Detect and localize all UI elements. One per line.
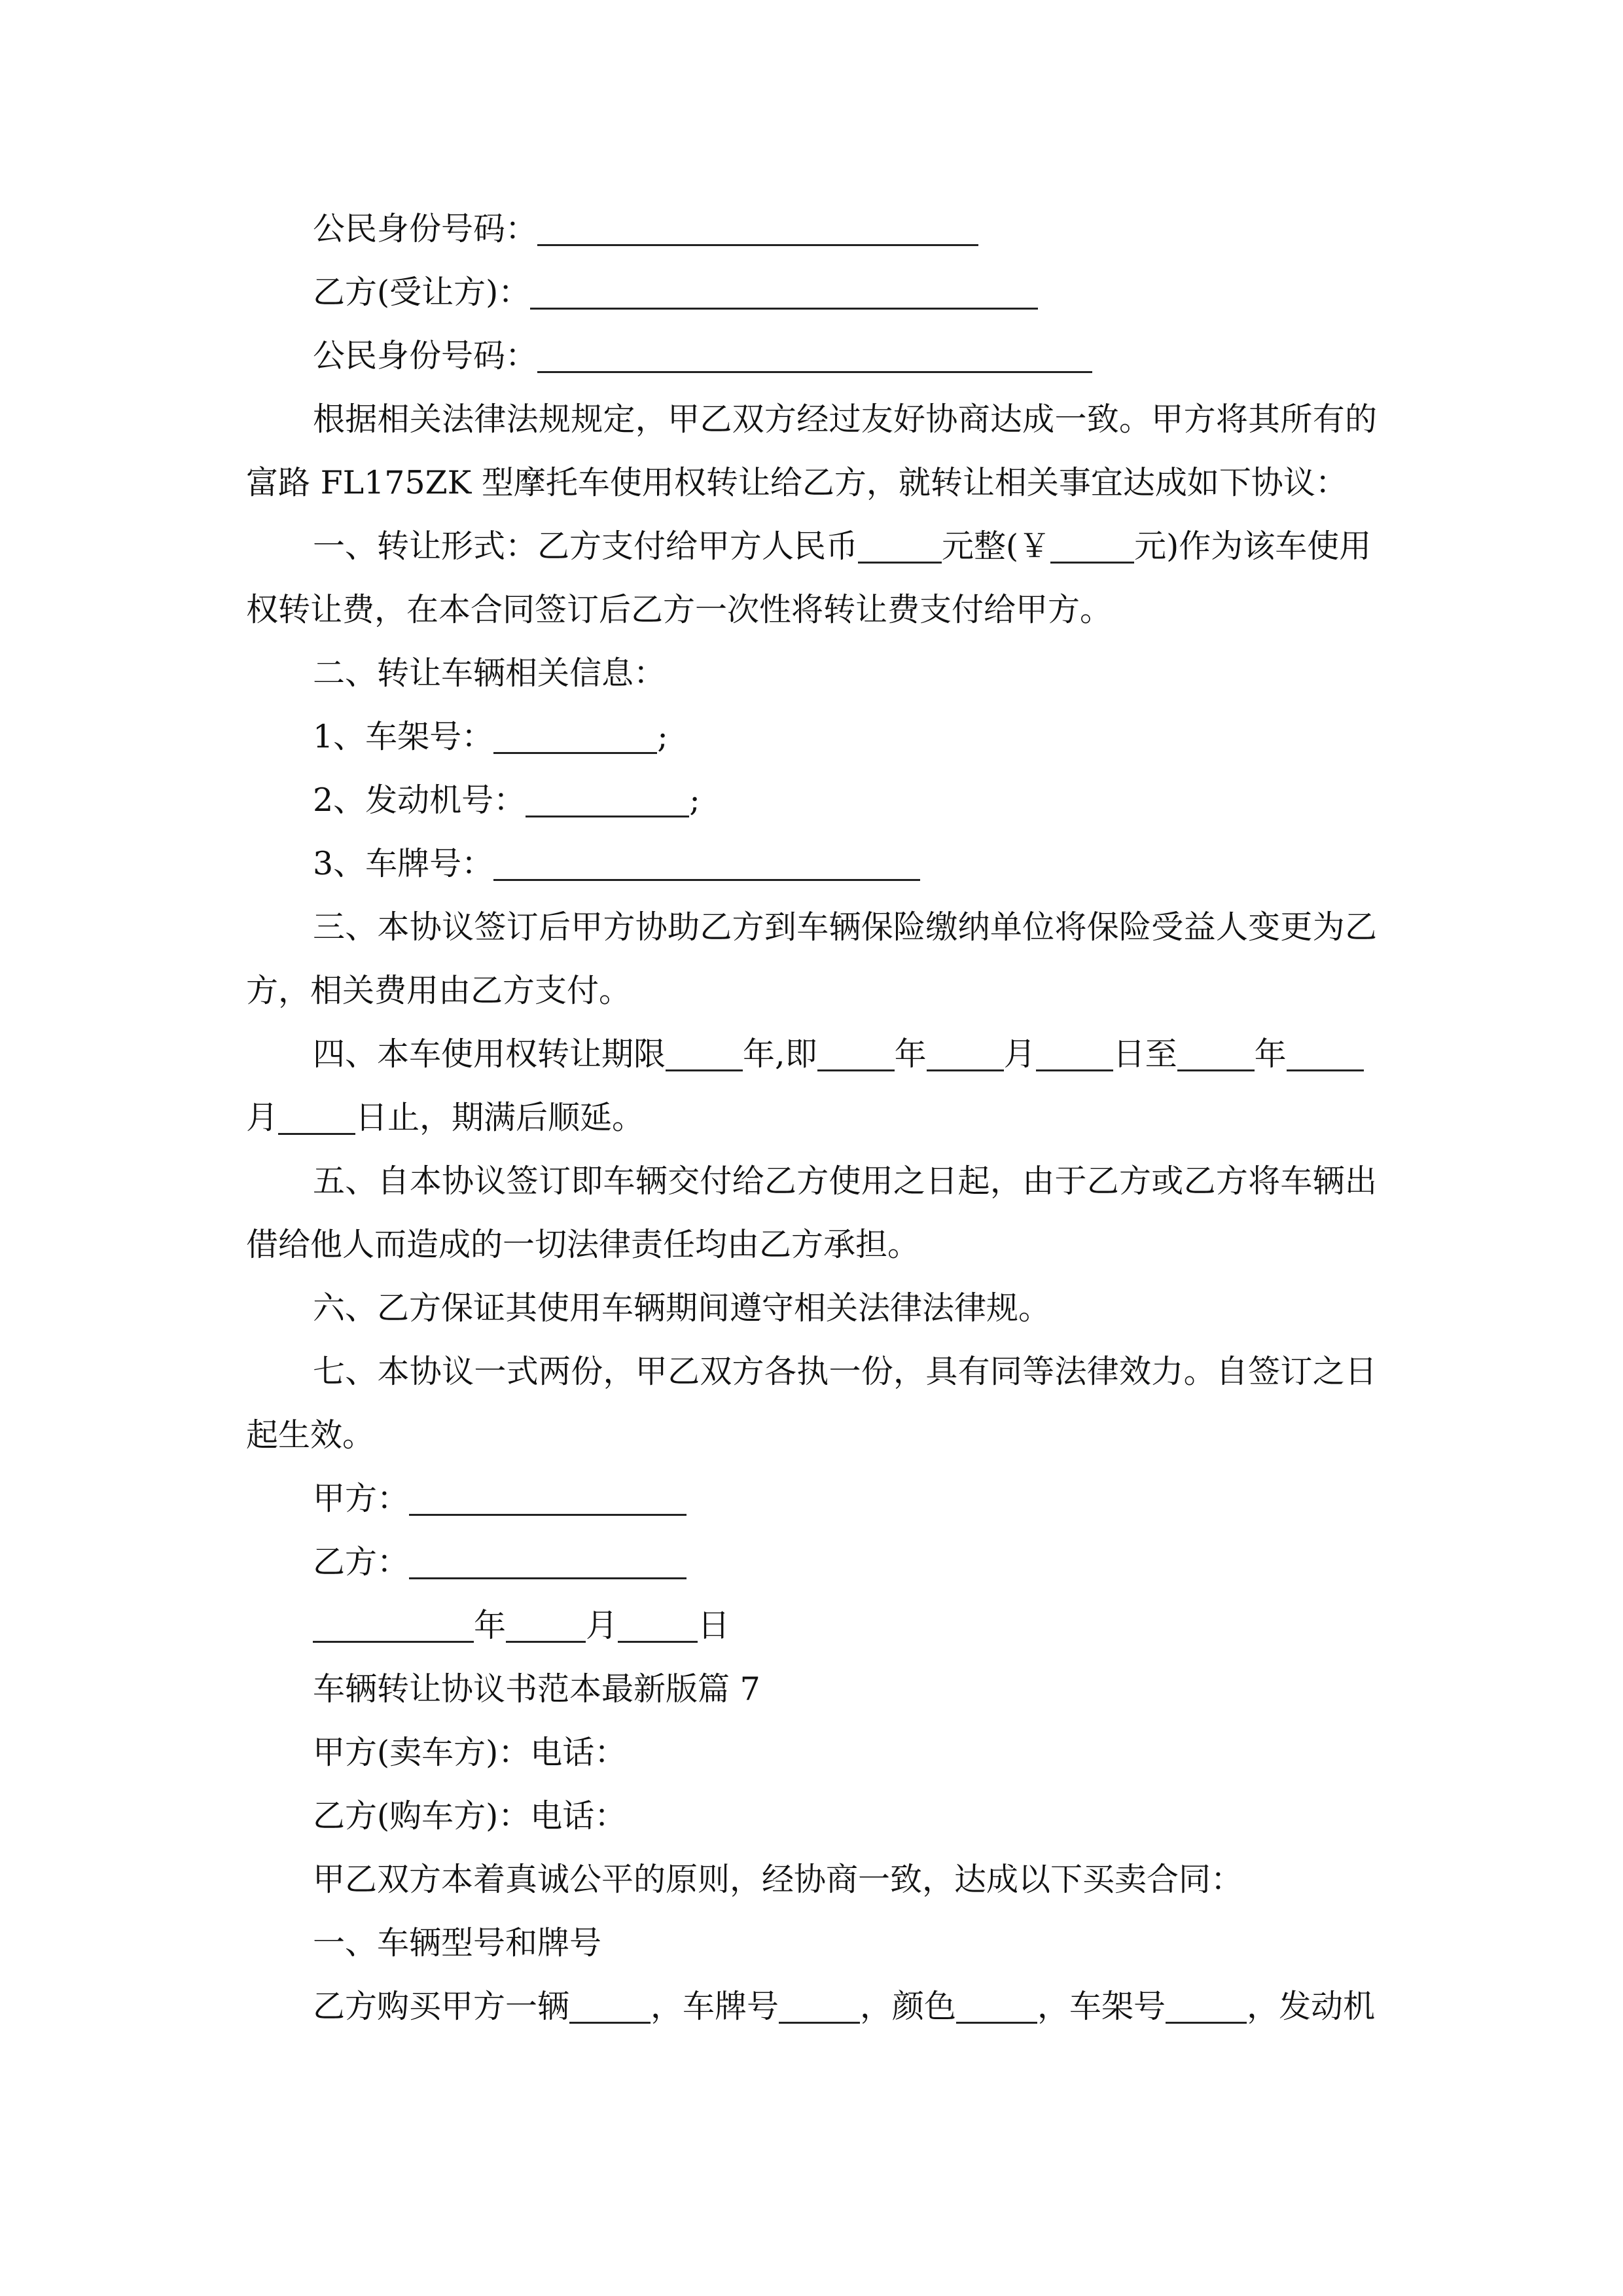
engine-number-blank[interactable]	[526, 789, 689, 817]
clause-4-text: 年	[894, 1035, 927, 1073]
clause-1-text: 一、转让形式：乙方支付给甲方人民币	[313, 528, 859, 565]
date-day-blank[interactable]	[618, 1615, 698, 1643]
clause-5-line-1: 五、自本协议签订即车辆交付给乙方使用之日起，由于乙方或乙方将车辆出	[313, 1162, 1377, 1200]
engine-number-line	[313, 781, 700, 819]
purchase-text: ，发动机	[1247, 1988, 1376, 2025]
signature-party-a-blank[interactable]	[409, 1488, 687, 1516]
clause-1-text: 元)作为该车使用	[1134, 528, 1372, 565]
clause-1-line-1	[313, 530, 1371, 564]
term-years-blank[interactable]	[666, 1043, 743, 1071]
id-number-label: 公民身份号码：	[313, 337, 538, 374]
end-day-blank[interactable]	[278, 1107, 355, 1135]
frame-number-line	[313, 718, 668, 755]
clause-4-text: 月	[246, 1099, 279, 1136]
party-b-name-blank[interactable]	[530, 281, 1038, 310]
color-blank[interactable]	[956, 1996, 1037, 2024]
clause-5-line-2: 借给他人而造成的一切法律责任均由乙方承担。	[246, 1226, 920, 1263]
end-year-blank[interactable]	[1177, 1043, 1255, 1071]
vehicle-model-blank[interactable]	[569, 1996, 651, 2024]
party-b-transferee-line	[313, 276, 1038, 310]
signature-party-b-blank[interactable]	[409, 1551, 687, 1579]
semicolon: ;	[689, 781, 700, 819]
frame-blank[interactable]	[1166, 1996, 1247, 2024]
date-month-blank[interactable]	[506, 1615, 586, 1643]
purchase-text: ，车架号	[1037, 1988, 1166, 2025]
semicolon: ;	[657, 718, 668, 755]
date-month-label: 月	[586, 1607, 618, 1644]
clause-4-line-1	[313, 1035, 1364, 1073]
section-title: 车辆转让协议书范本最新版篇 7	[313, 1670, 760, 1708]
party-b-transferee-label: 乙方(受让方)：	[313, 274, 531, 311]
purchase-line	[313, 1990, 1375, 2024]
id-number-label: 公民身份号码：	[313, 210, 538, 247]
id-number-line-1	[313, 210, 978, 247]
purchase-text: ，颜色	[860, 1988, 957, 2025]
clause-1-text: 元整(￥	[942, 528, 1051, 565]
item-1-title: 一、车辆型号和牌号	[313, 1924, 602, 1962]
seller-line: 甲方(卖车方)：电话：	[313, 1734, 627, 1771]
clause-4-text: 四、本车使用权转让期限	[313, 1035, 666, 1073]
engine-number-label: 2、发动机号：	[313, 781, 526, 819]
clause-3-line-1: 三、本协议签订后甲方协助乙方到车辆保险缴纳单位将保险受益人变更为乙	[313, 908, 1377, 946]
purchase-text: ，车牌号	[651, 1988, 779, 2025]
date-year-blank[interactable]	[313, 1615, 474, 1643]
signature-party-b-label: 乙方：	[313, 1543, 410, 1581]
clause-1-line-2: 权转让费，在本合同签订后乙方一次性将转让费支付给甲方。	[246, 591, 1113, 628]
clause-4-text: 日至	[1113, 1035, 1177, 1073]
intro-line-2: 富路 FL175ZK 型摩托车使用权转让给乙方，就转让相关事宜达成如下协议：	[246, 464, 1347, 501]
plate-blank[interactable]	[779, 1996, 860, 2024]
clause-4-line-2	[246, 1099, 645, 1136]
amount-blank[interactable]	[858, 535, 942, 564]
plate-number-line	[313, 845, 920, 882]
intro-line-1: 根据相关法律法规规定，甲乙双方经过友好协商达成一致。甲方将其所有的	[313, 401, 1377, 438]
buyer-line: 乙方(购车方)：电话：	[313, 1797, 627, 1835]
signature-party-b	[313, 1543, 687, 1581]
clause-4-text: 年	[1254, 1035, 1287, 1073]
signature-date	[313, 1609, 730, 1643]
signature-party-a	[313, 1482, 687, 1516]
purchase-text: 乙方购买甲方一辆	[313, 1988, 570, 2025]
clause-4-text: 年,即	[743, 1035, 817, 1073]
start-day-blank[interactable]	[1036, 1043, 1113, 1071]
end-month-blank[interactable]	[1287, 1043, 1364, 1071]
signature-party-a-label: 甲方：	[313, 1480, 410, 1517]
amount-number-blank[interactable]	[1050, 535, 1134, 564]
plate-number-blank[interactable]	[493, 853, 920, 881]
frame-number-blank[interactable]	[493, 726, 657, 754]
plate-number-label: 3、车牌号：	[313, 845, 494, 882]
start-month-blank[interactable]	[927, 1043, 1004, 1071]
date-day-label: 日	[698, 1607, 730, 1644]
id-number-blank[interactable]	[537, 345, 1092, 373]
start-year-blank[interactable]	[817, 1043, 895, 1071]
clause-4-text: 月	[1003, 1035, 1036, 1073]
frame-number-label: 1、车架号：	[313, 718, 494, 755]
clause-7-line-1: 七、本协议一式两份，甲乙双方各执一份，具有同等法律效力。自签订之日	[313, 1353, 1377, 1390]
id-number-line-2	[313, 337, 1092, 374]
date-year-label: 年	[474, 1607, 507, 1644]
clause-3-line-2: 方，相关费用由乙方支付。	[246, 972, 632, 1009]
clause-7-line-2: 起生效。	[246, 1416, 375, 1454]
clause-4-text: 日止，期满后顺延。	[355, 1099, 645, 1136]
id-number-blank[interactable]	[537, 218, 978, 246]
principle-line: 甲乙双方本着真诚公平的原则，经协商一致，达成以下买卖合同：	[313, 1861, 1243, 1898]
clause-6: 六、乙方保证其使用车辆期间遵守相关法律法律规。	[313, 1289, 1051, 1327]
clause-2-title: 二、转让车辆相关信息：	[313, 655, 666, 692]
